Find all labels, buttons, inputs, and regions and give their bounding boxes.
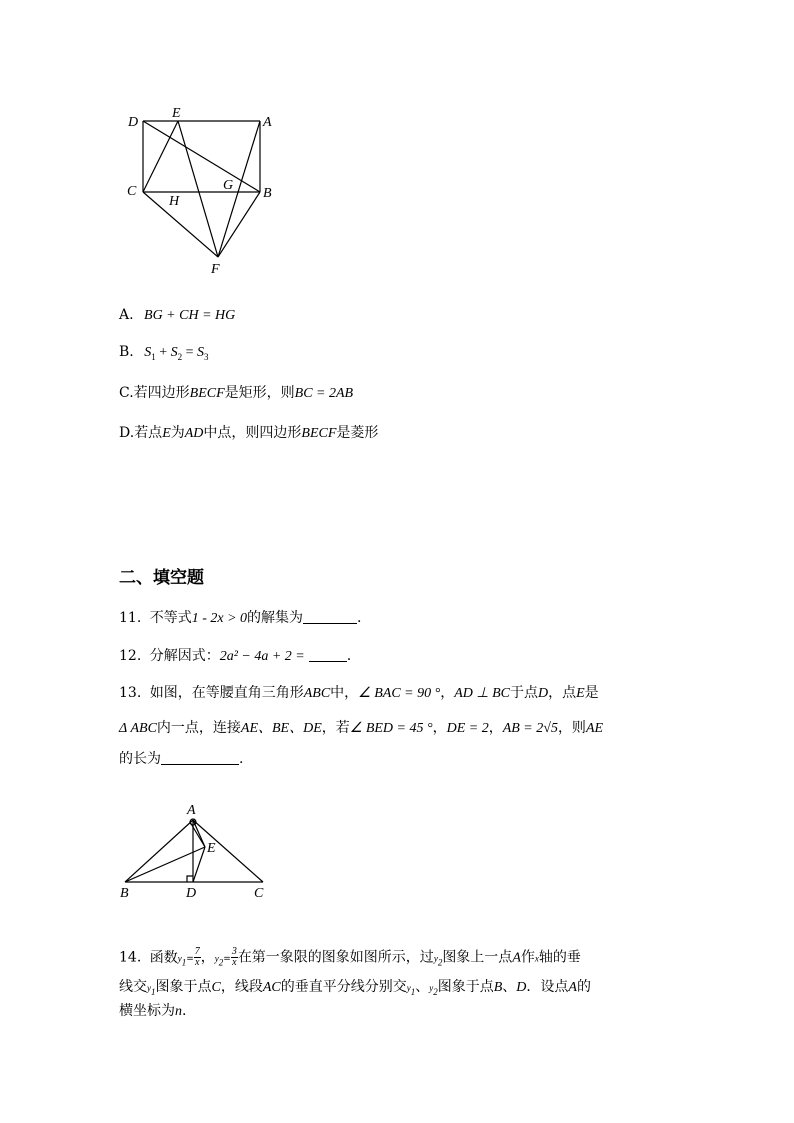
option-d-text2: 为 bbox=[170, 425, 185, 441]
q14-y1c-sub: 1 bbox=[410, 986, 416, 997]
q14-eq1: = bbox=[186, 954, 194, 965]
question-11 bbox=[119, 609, 362, 628]
q14-y2c: y bbox=[429, 983, 434, 993]
q14-eq2: = bbox=[223, 954, 231, 965]
q14-fraction-7-over-x bbox=[194, 947, 201, 968]
option-c-text1: 若四边形 bbox=[133, 385, 190, 401]
q14-f1-den: x bbox=[195, 957, 200, 968]
option-c-text2: 是矩形，则 bbox=[224, 385, 295, 401]
question-13-line3 bbox=[119, 750, 243, 768]
q13-l2-t3: ， bbox=[432, 720, 447, 736]
q14-y1: y bbox=[177, 953, 182, 964]
label-C: C bbox=[127, 184, 137, 199]
q11-end: . bbox=[357, 610, 362, 626]
q14-f1-num: 7 bbox=[194, 946, 200, 957]
q13-l1-m2: ∠ BAC = 90 ° bbox=[358, 686, 441, 701]
q13-answer-blank[interactable] bbox=[161, 750, 239, 765]
label-B: B bbox=[120, 886, 129, 901]
segment-EF bbox=[178, 121, 218, 257]
label-C: C bbox=[254, 886, 264, 901]
label-A: A bbox=[187, 803, 196, 818]
q13-l2-t5: ，则 bbox=[557, 720, 586, 736]
option-b-prefix: B. bbox=[119, 344, 134, 360]
b-s1: S bbox=[144, 345, 152, 360]
q13-number: 13. bbox=[119, 685, 142, 701]
q12-end: . bbox=[346, 648, 352, 664]
q14-l2-t9: 的 bbox=[576, 979, 591, 995]
option-d bbox=[119, 424, 378, 443]
q13-l2-t2: ，若 bbox=[321, 720, 350, 736]
option-c-math1: BECF bbox=[189, 386, 225, 401]
q13-l1-m4: D bbox=[537, 686, 549, 701]
q14-l2-t3: ，线段 bbox=[220, 979, 263, 995]
option-d-text1: 若点 bbox=[134, 425, 163, 441]
q14-t1: 函数 bbox=[149, 949, 178, 966]
q14-y1b: y bbox=[147, 983, 151, 993]
q14-t5: 轴的垂 bbox=[538, 949, 581, 966]
q14-l2-t6: 图象于点 bbox=[437, 979, 494, 995]
figure-triangle-geometry bbox=[110, 795, 280, 905]
question-14-line1 bbox=[119, 947, 581, 971]
section-title: 二、填空题 bbox=[119, 568, 204, 588]
q14-mx: x bbox=[534, 953, 539, 964]
q14-f2-den: x bbox=[232, 957, 237, 968]
q14-l2-t1: 线交 bbox=[119, 979, 147, 995]
label-B: B bbox=[263, 186, 272, 201]
q14-mA: A bbox=[512, 950, 521, 966]
segment-BF bbox=[218, 192, 260, 257]
label-F: F bbox=[211, 262, 220, 277]
q11-text1: 不等式 bbox=[149, 610, 192, 626]
right-angle-mark bbox=[187, 876, 193, 882]
q14-t3: 图象上一点 bbox=[442, 949, 513, 966]
q14-l3-t1: 横坐标为 bbox=[119, 1003, 175, 1019]
q14-t4: 作 bbox=[520, 949, 535, 966]
q13-l2-m2: AE、BE、DE bbox=[240, 721, 322, 736]
question-13-line1 bbox=[119, 684, 599, 703]
q13-l1-m3: AD ⊥ BC bbox=[454, 686, 510, 701]
q13-l2-m1: Δ ABC bbox=[119, 721, 157, 736]
q14-l3-end: . bbox=[182, 1003, 187, 1019]
q11-number: 11. bbox=[119, 610, 142, 626]
q14-mD: D bbox=[516, 980, 527, 995]
q13-l3-t1: 的长为 bbox=[119, 751, 161, 767]
b-s3: S bbox=[197, 345, 205, 360]
q14-mC: C bbox=[211, 980, 221, 995]
q14-y1c: y bbox=[406, 983, 411, 993]
segment-CF bbox=[143, 192, 218, 257]
q12-text1: 分解因式： bbox=[149, 648, 220, 664]
option-c-prefix: C. bbox=[119, 385, 134, 401]
q13-l1-t3: ， bbox=[440, 685, 455, 701]
b-eq: = bbox=[185, 345, 194, 360]
label-D: D bbox=[128, 115, 139, 130]
option-d-text3: 中点，则四边形 bbox=[203, 425, 302, 441]
q13-l2-t1: 内一点，连接 bbox=[156, 720, 241, 736]
option-b bbox=[119, 343, 209, 366]
q14-l2-t8: ．设点 bbox=[526, 979, 569, 995]
q14-mA2: A bbox=[568, 980, 577, 995]
q14-y2-sub: 2 bbox=[218, 957, 224, 968]
option-a-expression: BG + CH = HG bbox=[144, 308, 236, 323]
q11-expression: 1 - 2x > 0 bbox=[191, 611, 248, 626]
q12-number: 12. bbox=[119, 648, 142, 664]
q14-f2-num: 3 bbox=[231, 946, 237, 957]
q14-mAC: AC bbox=[262, 980, 281, 995]
q13-l2-t4: ， bbox=[488, 720, 503, 736]
label-H: H bbox=[169, 194, 180, 209]
figure-rectangle-geometry bbox=[110, 100, 300, 285]
q13-end: . bbox=[239, 751, 244, 767]
question-13-line2 bbox=[119, 719, 603, 738]
q14-mB: B bbox=[493, 980, 503, 995]
option-c-math2: BC = 2AB bbox=[294, 386, 354, 401]
option-c bbox=[119, 384, 353, 403]
b-plus: + bbox=[159, 345, 168, 360]
q14-number: 14. bbox=[119, 949, 142, 966]
question-14-line3 bbox=[119, 1002, 186, 1021]
option-a-prefix: A. bbox=[119, 307, 134, 323]
option-d-math2: AD bbox=[184, 426, 204, 441]
option-d-math3: BECF bbox=[301, 426, 337, 441]
q13-l1-t4: 于点 bbox=[509, 685, 538, 701]
b-s3-sub: 3 bbox=[204, 351, 209, 362]
b-s1-sub: 1 bbox=[151, 351, 156, 362]
q14-y2b-sub: 2 bbox=[437, 957, 443, 968]
q14-comma1: ， bbox=[200, 949, 215, 966]
q14-y2: y bbox=[214, 953, 219, 964]
option-d-math1: E bbox=[162, 426, 171, 441]
q14-t2: 在第一象限的图象如图所示，过 bbox=[237, 949, 434, 966]
label-E: E bbox=[207, 841, 216, 856]
segment-ED bbox=[190, 822, 205, 847]
q14-fraction-3-over-x bbox=[231, 947, 238, 968]
question-14-line2 bbox=[119, 978, 591, 1001]
option-b-expression bbox=[144, 345, 208, 360]
q11-answer-blank[interactable] bbox=[303, 609, 357, 624]
b-s2: S bbox=[170, 345, 178, 360]
q14-y2c-sub: 2 bbox=[433, 986, 438, 997]
segment-AB bbox=[125, 820, 193, 882]
q13-l1-t1: 如图，在等腰直角三角形 bbox=[149, 685, 304, 701]
segment-DE bbox=[193, 847, 205, 882]
label-D: D bbox=[186, 886, 197, 901]
q13-l2-m5: AB = 2√5 bbox=[502, 721, 558, 736]
option-d-prefix: D. bbox=[119, 425, 135, 441]
option-a bbox=[119, 306, 235, 325]
q13-l1-t5: ，点 bbox=[548, 685, 577, 701]
q13-l2-m4: DE = 2 bbox=[446, 721, 489, 736]
q14-l2-t7: 、 bbox=[502, 979, 517, 995]
label-E: E bbox=[172, 106, 181, 121]
q14-y1-sub: 1 bbox=[181, 957, 187, 968]
q13-l1-t6: 是 bbox=[584, 685, 599, 701]
q14-l2-t4: 的垂直平分线分别交 bbox=[280, 979, 407, 995]
q12-expression: 2a² − 4a + 2 = bbox=[219, 649, 305, 664]
label-A: A bbox=[263, 115, 272, 130]
q13-l1-t2: 中， bbox=[330, 685, 359, 701]
q11-text2: 的解集为 bbox=[247, 610, 304, 626]
b-s2-sub: 2 bbox=[177, 351, 183, 362]
label-G: G bbox=[223, 178, 234, 193]
q14-l2-t2: 图象于点 bbox=[155, 979, 212, 995]
question-12 bbox=[119, 647, 351, 666]
q14-y2b: y bbox=[433, 953, 438, 964]
q13-l2-m6: AE bbox=[585, 721, 604, 736]
q13-l1-m5: E bbox=[576, 686, 585, 701]
q14-l2-t5: 、 bbox=[415, 979, 430, 995]
q13-l1-m1: ABC bbox=[303, 686, 331, 701]
option-d-text4: 是菱形 bbox=[336, 425, 379, 441]
q12-answer-blank[interactable] bbox=[309, 647, 347, 662]
q14-mn: n bbox=[175, 1004, 182, 1019]
q14-y1b-sub: 1 bbox=[151, 986, 156, 997]
q13-l2-m3: ∠ BED = 45 ° bbox=[349, 721, 433, 736]
